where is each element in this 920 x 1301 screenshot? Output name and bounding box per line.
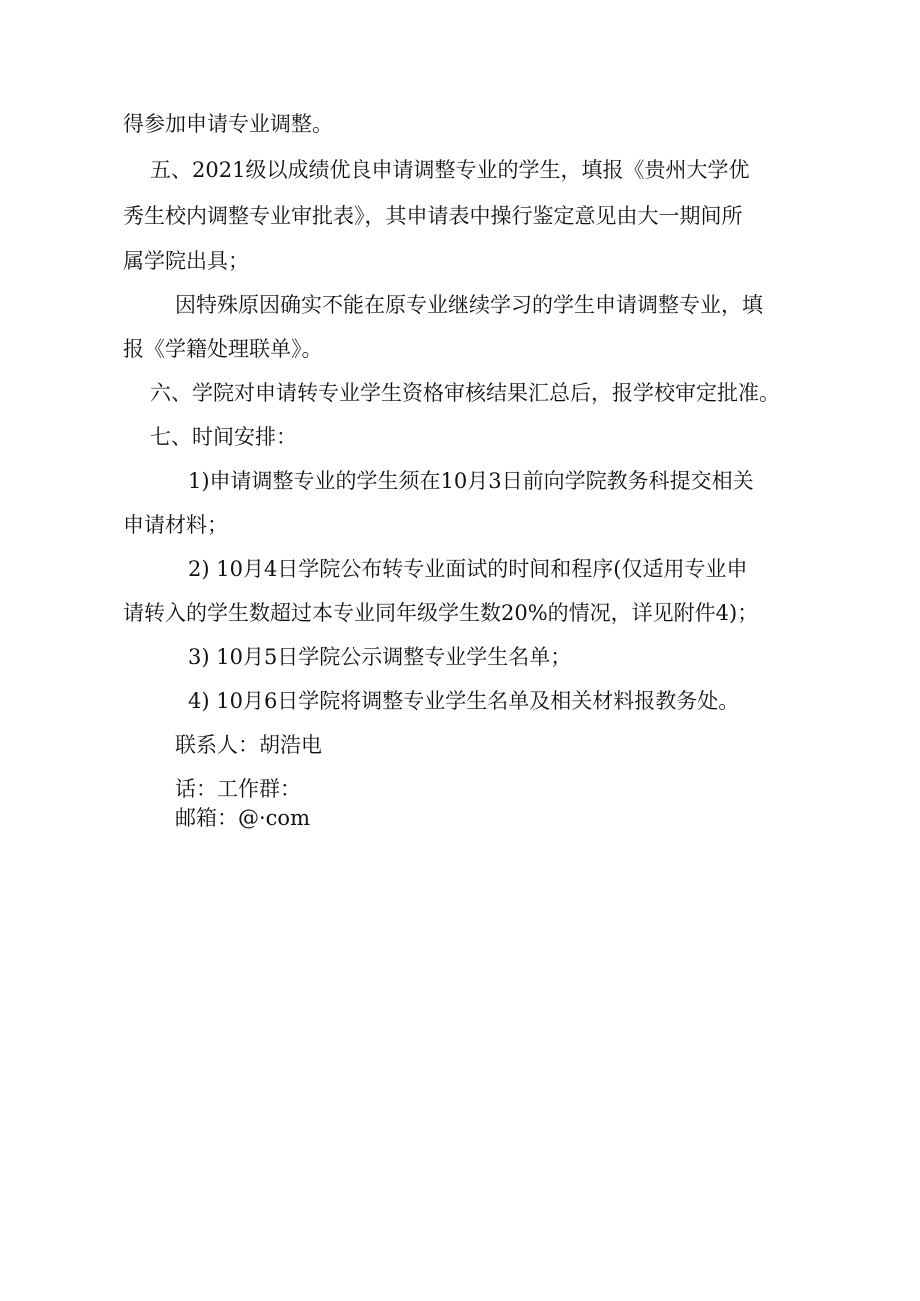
special-case-line-1: 因特殊原因确实不能在原专业继续学习的学生申请调整专业，填 (175, 293, 763, 317)
item-five-line-2: 秀生校内调整专业审批表》，其申请表中操行鉴定意见由大一期间所 (123, 204, 743, 228)
contact-phone: 话：工作群： (175, 777, 301, 801)
contact-person: 联系人：胡浩电 (175, 733, 322, 757)
item-seven-heading: 七、时间安排： (150, 425, 297, 449)
line-continuation: 得参加申请专业调整。 (123, 112, 333, 136)
item-five-line-3: 属学院出具； (123, 249, 249, 273)
schedule-step-1-line-1: 1)申请调整专业的学生须在10月3日前向学院教务科提交相关 (188, 469, 754, 493)
contact-email: 邮箱：@·com (175, 806, 310, 830)
schedule-step-2-line-1: 2) 10月4日学院公布转专业面试的时间和程序(仅适用专业申 (188, 557, 748, 581)
schedule-step-3: 3) 10月5日学院公示调整专业学生名单； (188, 645, 572, 669)
item-five-line-1: 五、2021级以成绩优良申请调整专业的学生，填报《贵州大学优 (150, 158, 750, 182)
schedule-step-1-line-2: 申请材料； (123, 513, 228, 537)
schedule-step-2-line-2: 请转入的学生数超过本专业同年级学生数20%的情况，详见附件4)； (123, 601, 759, 625)
schedule-step-4: 4) 10月6日学院将调整专业学生名单及相关材料报教务处。 (188, 689, 740, 713)
item-six: 六、学院对申请转专业学生资格审核结果汇总后，报学校审定批准。 (150, 381, 780, 405)
special-case-line-2: 报《学籍处理联单》。 (123, 337, 323, 361)
